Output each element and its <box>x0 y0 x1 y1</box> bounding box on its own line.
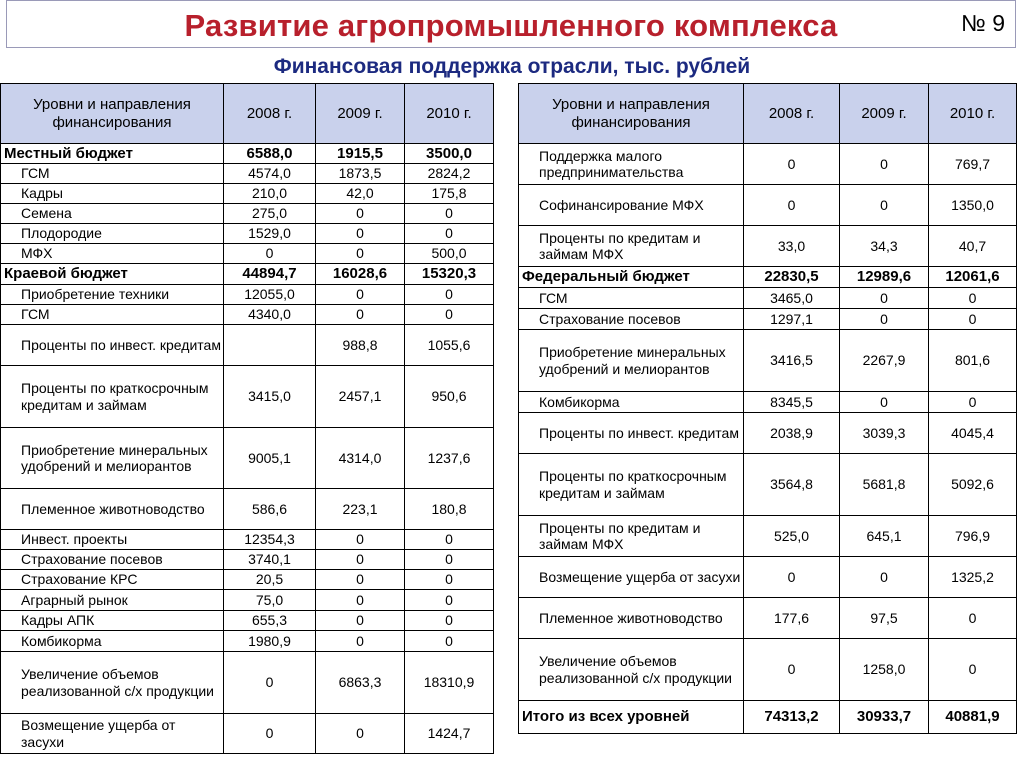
value-2009: 0 <box>840 144 929 185</box>
slide-number: № 9 <box>961 10 1005 36</box>
left-financing-table <box>0 83 494 754</box>
value-2010: 0 <box>405 224 494 244</box>
row-label: Страхование посевов <box>519 309 744 330</box>
value-2008: 0 <box>744 185 840 226</box>
value-2010: 1055,6 <box>405 325 494 366</box>
title-bar <box>6 0 1016 48</box>
value-2008 <box>224 325 316 366</box>
value-2009: 0 <box>316 530 405 550</box>
value-2009: 30933,7 <box>840 701 929 734</box>
table-row <box>1 224 494 244</box>
value-2010: 1325,2 <box>929 557 1017 598</box>
value-2008: 6588,0 <box>224 144 316 164</box>
value-2008: 1980,9 <box>224 631 316 652</box>
table-row <box>1 305 494 325</box>
table-row <box>519 701 1017 734</box>
value-2010: 3500,0 <box>405 144 494 164</box>
table-row <box>1 530 494 550</box>
value-2010: 15320,3 <box>405 264 494 285</box>
table-row <box>519 516 1017 557</box>
table-row <box>519 392 1017 413</box>
value-2009: 0 <box>840 288 929 309</box>
value-2008: 4340,0 <box>224 305 316 325</box>
value-2009: 0 <box>316 305 405 325</box>
table-row <box>519 288 1017 309</box>
value-2008: 3740,1 <box>224 550 316 570</box>
value-2008: 0 <box>224 714 316 754</box>
value-2009: 34,3 <box>840 226 929 267</box>
row-label: Местный бюджет <box>1 144 224 164</box>
value-2010: 12061,6 <box>929 267 1017 288</box>
row-label: Федеральный бюджет <box>519 267 744 288</box>
value-2009: 0 <box>840 557 929 598</box>
row-label: Проценты по инвест. кредитам <box>1 325 224 366</box>
value-2010: 0 <box>405 285 494 305</box>
value-2008: 3564,8 <box>744 454 840 516</box>
value-2009: 0 <box>316 631 405 652</box>
value-2008: 20,5 <box>224 570 316 590</box>
value-2008: 1529,0 <box>224 224 316 244</box>
value-2008: 0 <box>744 144 840 185</box>
header-2008: 2008 г. <box>224 84 316 144</box>
value-2008: 275,0 <box>224 204 316 224</box>
value-2010: 0 <box>405 631 494 652</box>
table-row <box>1 570 494 590</box>
value-2010: 500,0 <box>405 244 494 264</box>
right-financing-table <box>518 83 1017 734</box>
value-2009: 4314,0 <box>316 428 405 489</box>
table-row <box>1 714 494 754</box>
value-2008: 8345,5 <box>744 392 840 413</box>
value-2010: 0 <box>929 598 1017 639</box>
value-2009: 0 <box>316 714 405 754</box>
value-2008: 44894,7 <box>224 264 316 285</box>
value-2009: 0 <box>840 185 929 226</box>
row-label: Приобретение минеральных удобрений и мелиорантов <box>1 428 224 489</box>
table-row <box>519 185 1017 226</box>
row-label: Приобретение техники <box>1 285 224 305</box>
table-row <box>1 631 494 652</box>
value-2009: 2267,9 <box>840 330 929 392</box>
value-2009: 0 <box>840 392 929 413</box>
value-2010: 769,7 <box>929 144 1017 185</box>
value-2008: 1297,1 <box>744 309 840 330</box>
row-label: Комбикорма <box>519 392 744 413</box>
value-2009: 12989,6 <box>840 267 929 288</box>
row-label: Племенное животноводство <box>519 598 744 639</box>
row-label: Возмещение ущерба от засухи <box>1 714 224 754</box>
header-2009: 2009 г. <box>316 84 405 144</box>
page-subtitle: Финансовая поддержка отрасли, тыс. рублей <box>273 55 751 78</box>
value-2010: 2824,2 <box>405 164 494 184</box>
table-row <box>519 144 1017 185</box>
row-label: Племенное животноводство <box>1 489 224 530</box>
row-label: Поддержка малого предпринимательства <box>519 144 744 185</box>
table-row <box>1 264 494 285</box>
value-2010: 0 <box>405 530 494 550</box>
header-2010: 2010 г. <box>405 84 494 144</box>
value-2010: 0 <box>929 288 1017 309</box>
table-row <box>1 204 494 224</box>
row-label: Кадры АПК <box>1 611 224 631</box>
table-row <box>1 366 494 428</box>
row-label: Проценты по кредитам и займам МФХ <box>519 516 744 557</box>
row-label: Кадры <box>1 184 224 204</box>
value-2009: 2457,1 <box>316 366 405 428</box>
value-2009: 16028,6 <box>316 264 405 285</box>
value-2010: 180,8 <box>405 489 494 530</box>
value-2010: 0 <box>405 550 494 570</box>
header-2009: 2009 г. <box>840 84 929 144</box>
table-row <box>519 330 1017 392</box>
row-label: Проценты по краткосрочным кредитам и займам <box>1 366 224 428</box>
table-row <box>519 309 1017 330</box>
row-label: ГСМ <box>1 164 224 184</box>
value-2009: 5681,8 <box>840 454 929 516</box>
value-2008: 0 <box>224 652 316 714</box>
row-label: Проценты по кредитам и займам МФХ <box>519 226 744 267</box>
value-2010: 0 <box>929 639 1017 701</box>
value-2009: 0 <box>316 244 405 264</box>
value-2008: 3416,5 <box>744 330 840 392</box>
value-2009: 0 <box>316 224 405 244</box>
value-2010: 175,8 <box>405 184 494 204</box>
value-2010: 40881,9 <box>929 701 1017 734</box>
row-label: Комбикорма <box>1 631 224 652</box>
value-2008: 2038,9 <box>744 413 840 454</box>
value-2009: 0 <box>316 204 405 224</box>
row-label: Аграрный рынок <box>1 590 224 611</box>
table-row <box>519 267 1017 288</box>
row-label: Проценты по инвест. кредитам <box>519 413 744 454</box>
row-label: Страхование посевов <box>1 550 224 570</box>
row-label: Инвест. проекты <box>1 530 224 550</box>
value-2008: 3465,0 <box>744 288 840 309</box>
value-2009: 0 <box>316 590 405 611</box>
value-2009: 223,1 <box>316 489 405 530</box>
header-2010: 2010 г. <box>929 84 1017 144</box>
value-2009: 0 <box>316 285 405 305</box>
value-2010: 1237,6 <box>405 428 494 489</box>
value-2010: 18310,9 <box>405 652 494 714</box>
value-2008: 33,0 <box>744 226 840 267</box>
row-label: Софинансирование МФХ <box>519 185 744 226</box>
value-2009: 0 <box>316 611 405 631</box>
value-2010: 0 <box>405 204 494 224</box>
value-2010: 801,6 <box>929 330 1017 392</box>
table-row <box>1 325 494 366</box>
value-2008: 210,0 <box>224 184 316 204</box>
table-row <box>1 285 494 305</box>
row-label: ГСМ <box>1 305 224 325</box>
value-2008: 586,6 <box>224 489 316 530</box>
value-2008: 22830,5 <box>744 267 840 288</box>
table-row <box>519 413 1017 454</box>
value-2008: 655,3 <box>224 611 316 631</box>
table-header-row <box>519 84 1017 144</box>
value-2009: 1873,5 <box>316 164 405 184</box>
row-label: Семена <box>1 204 224 224</box>
value-2010: 0 <box>405 305 494 325</box>
table-row <box>1 164 494 184</box>
table-header-row <box>1 84 494 144</box>
value-2010: 0 <box>929 309 1017 330</box>
row-label: Плодородие <box>1 224 224 244</box>
value-2009: 0 <box>840 309 929 330</box>
value-2010: 796,9 <box>929 516 1017 557</box>
value-2009: 0 <box>316 570 405 590</box>
value-2008: 0 <box>744 557 840 598</box>
table-row <box>1 144 494 164</box>
table-row <box>519 454 1017 516</box>
value-2009: 42,0 <box>316 184 405 204</box>
header-levels: Уровни и направления финансирования <box>519 84 744 144</box>
value-2008: 177,6 <box>744 598 840 639</box>
value-2009: 1258,0 <box>840 639 929 701</box>
value-2009: 97,5 <box>840 598 929 639</box>
value-2009: 3039,3 <box>840 413 929 454</box>
value-2008: 0 <box>744 639 840 701</box>
row-label: ГСМ <box>519 288 744 309</box>
table-row <box>1 184 494 204</box>
table-row <box>519 557 1017 598</box>
value-2010: 4045,4 <box>929 413 1017 454</box>
row-label: Увеличение объемов реализованной с/х продукции <box>519 639 744 701</box>
table-row <box>1 611 494 631</box>
row-label: Страхование КРС <box>1 570 224 590</box>
row-label: Итого из всех уровней <box>519 701 744 734</box>
value-2010: 1424,7 <box>405 714 494 754</box>
value-2008: 525,0 <box>744 516 840 557</box>
value-2009: 1915,5 <box>316 144 405 164</box>
header-2008: 2008 г. <box>744 84 840 144</box>
value-2008: 12055,0 <box>224 285 316 305</box>
value-2008: 3415,0 <box>224 366 316 428</box>
value-2010: 0 <box>405 611 494 631</box>
page-title: Развитие агропромышленного комплекса <box>184 8 838 43</box>
value-2009: 645,1 <box>840 516 929 557</box>
value-2010: 0 <box>929 392 1017 413</box>
value-2008: 12354,3 <box>224 530 316 550</box>
table-row <box>1 550 494 570</box>
table-row <box>1 428 494 489</box>
table-row <box>1 244 494 264</box>
value-2008: 4574,0 <box>224 164 316 184</box>
value-2010: 1350,0 <box>929 185 1017 226</box>
table-row <box>1 652 494 714</box>
value-2008: 0 <box>224 244 316 264</box>
row-label: Приобретение минеральных удобрений и мелиорантов <box>519 330 744 392</box>
value-2009: 0 <box>316 550 405 570</box>
value-2010: 40,7 <box>929 226 1017 267</box>
table-row <box>519 598 1017 639</box>
row-label: Проценты по краткосрочным кредитам и займам <box>519 454 744 516</box>
value-2009: 6863,3 <box>316 652 405 714</box>
table-row <box>519 639 1017 701</box>
header-levels: Уровни и направления финансирования <box>1 84 224 144</box>
row-label: Увеличение объемов реализованной с/х продукции <box>1 652 224 714</box>
row-label: МФХ <box>1 244 224 264</box>
table-row <box>1 590 494 611</box>
value-2010: 950,6 <box>405 366 494 428</box>
value-2008: 9005,1 <box>224 428 316 489</box>
value-2008: 75,0 <box>224 590 316 611</box>
value-2009: 988,8 <box>316 325 405 366</box>
table-row <box>1 489 494 530</box>
value-2010: 0 <box>405 590 494 611</box>
value-2010: 5092,6 <box>929 454 1017 516</box>
table-row <box>519 226 1017 267</box>
row-label: Краевой бюджет <box>1 264 224 285</box>
value-2010: 0 <box>405 570 494 590</box>
value-2008: 74313,2 <box>744 701 840 734</box>
row-label: Возмещение ущерба от засухи <box>519 557 744 598</box>
